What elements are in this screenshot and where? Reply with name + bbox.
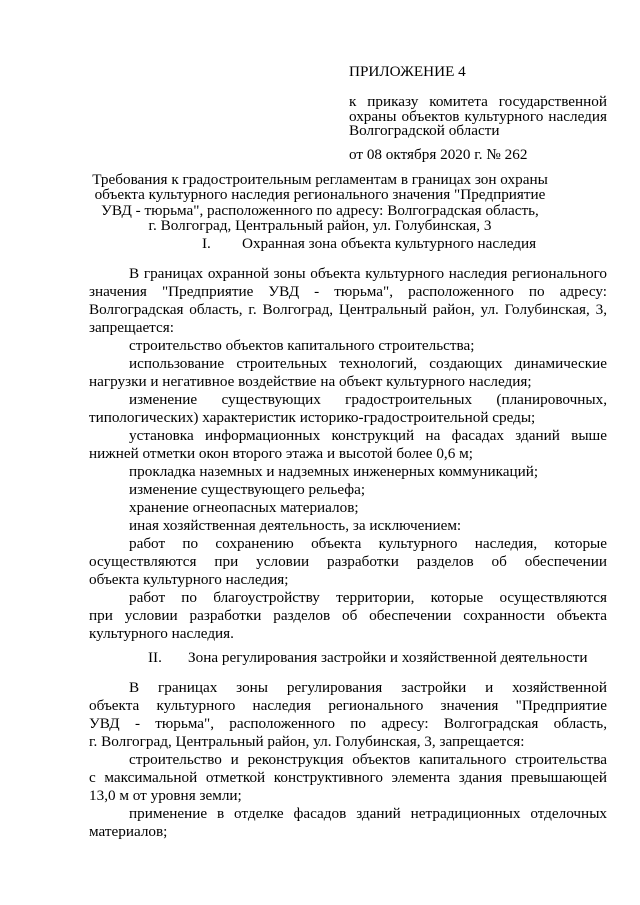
list-item: установка информационных конструкций на фасадах зданий выше bbox=[129, 427, 607, 444]
order-line: охраны объектов культурного наследия bbox=[349, 108, 607, 125]
list-item: изменение существующих градостроительных (планировочных, bbox=[129, 391, 607, 408]
title-line: объекта культурного наследия регионального значения "Предприятие bbox=[94, 186, 546, 204]
list-item-cont: нижней отметки окон второго этажа и высотой более 0,6 м; bbox=[89, 445, 473, 462]
section-number: II. bbox=[148, 649, 162, 666]
list-item-cont: материалов; bbox=[89, 823, 168, 840]
list-item-cont: типологических) характеристик историко-градостроительной среды; bbox=[89, 409, 536, 426]
paragraph-line: значения "Предприятие УВД - тюрьма", расположенного по адресу: bbox=[89, 283, 607, 300]
list-item-cont: с максимальной отметкой конструктивного элемента здания превышающей bbox=[89, 769, 607, 786]
section-title: Зона регулирования застройки и хозяйственной деятельности bbox=[188, 649, 588, 666]
list-item: работ по сохранению объекта культурного наследия, которые bbox=[129, 535, 607, 552]
list-item-cont: при условии разработки разделов об обеспечении сохранности объекта bbox=[89, 607, 607, 624]
order-line: Волгоградской области bbox=[349, 122, 500, 139]
section-number: I. bbox=[202, 235, 211, 252]
list-item-cont: осуществляются при условии разработки разделов об обеспечении bbox=[89, 553, 607, 570]
list-item: применение в отделке фасадов зданий нетрадиционных отделочных bbox=[129, 805, 607, 822]
paragraph-line: запрещается: bbox=[89, 319, 174, 336]
list-item-cont: объекта культурного наследия; bbox=[89, 571, 289, 588]
paragraph-line: В границах охранной зоны объекта культурного наследия регионального bbox=[129, 265, 607, 282]
order-line: к приказу комитета государственной bbox=[349, 93, 607, 110]
list-item: иная хозяйственная деятельность, за исключением: bbox=[129, 517, 462, 534]
list-item: прокладка наземных и надземных инженерных коммуникаций; bbox=[129, 463, 539, 480]
paragraph-line: объекта культурного наследия регионального значения "Предприятие bbox=[89, 697, 607, 714]
appendix-label: ПРИЛОЖЕНИЕ 4 bbox=[349, 63, 466, 80]
title-line: г. Волгоград, Центральный район, ул. Голубинская, 3 bbox=[148, 217, 492, 235]
list-item: строительство объектов капитального строительства; bbox=[129, 337, 475, 354]
paragraph-line: В границах зоны регулирования застройки и хозяйственной bbox=[129, 679, 607, 696]
list-item: работ по благоустройству территории, которые осуществляются bbox=[129, 589, 607, 606]
title-line: УВД - тюрьма", расположенного по адресу: Волгоградская область, bbox=[101, 201, 539, 219]
list-item: использование строительных технологий, создающих динамические bbox=[129, 355, 607, 372]
list-item-cont: нагрузки и негативное воздействие на объект культурного наследия; bbox=[89, 373, 532, 390]
order-date: от 08 октября 2020 г. № 262 bbox=[349, 146, 528, 163]
list-item: строительство и реконструкция объектов капитального строительства bbox=[129, 751, 607, 768]
title-line: Требования к градостроительным регламентам в границах зон охраны bbox=[92, 171, 548, 188]
list-item: хранение огнеопасных материалов; bbox=[129, 499, 359, 516]
list-item-cont: 13,0 м от уровня земли; bbox=[89, 787, 242, 804]
paragraph-line: УВД - тюрьма", расположенного по адресу: Волгоградская область, bbox=[89, 715, 607, 732]
list-item-cont: культурного наследия. bbox=[89, 625, 234, 642]
document-title bbox=[80, 171, 560, 236]
paragraph-line: г. Волгоград, Центральный район, ул. Голубинская, 3, запрещается: bbox=[89, 733, 525, 750]
paragraph-line: Волгоградская область, г. Волгоград, Центральный район, ул. Голубинская, 3, bbox=[89, 301, 607, 318]
section-title: Охранная зона объекта культурного наследия bbox=[242, 235, 537, 252]
list-item: изменение существующего рельефа; bbox=[129, 481, 366, 498]
